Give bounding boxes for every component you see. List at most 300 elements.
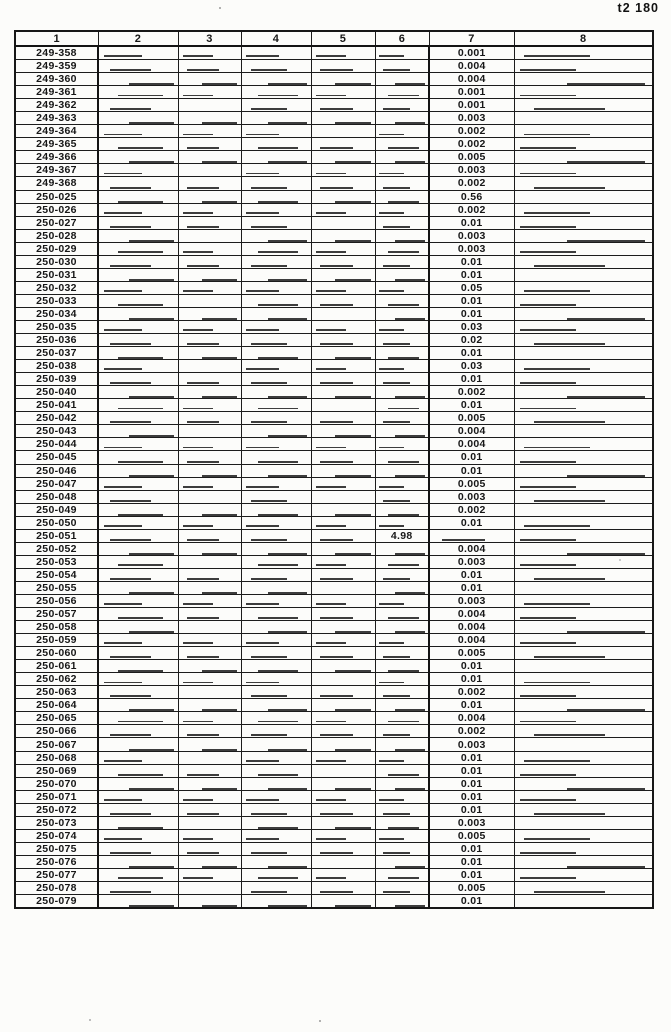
row-id-cell: 250-069 — [15, 764, 98, 777]
value-cell — [311, 895, 375, 909]
value-cell — [514, 138, 653, 151]
value-cell — [514, 777, 653, 790]
value-cell — [241, 294, 311, 307]
value-cell — [178, 294, 241, 307]
value-cell — [311, 281, 375, 294]
value-cell — [311, 216, 375, 229]
row-id-cell: 249-364 — [15, 125, 98, 138]
value-cell — [98, 60, 178, 73]
value-cell — [375, 307, 429, 320]
page-corner-label: t2 180 — [617, 1, 659, 15]
value-cell — [241, 334, 311, 347]
table-row — [15, 490, 653, 503]
value-cell — [98, 725, 178, 738]
value-cell: 0.003 — [429, 490, 514, 503]
value-cell — [311, 868, 375, 881]
value-cell — [311, 203, 375, 216]
value-cell: 0.001 — [429, 99, 514, 112]
value-cell — [375, 621, 429, 634]
value-cell: 0.005 — [429, 412, 514, 425]
value-cell — [241, 60, 311, 73]
value-cell — [178, 373, 241, 386]
value-cell: 0.01 — [429, 699, 514, 712]
value-cell — [514, 320, 653, 333]
value-cell — [98, 542, 178, 555]
row-id-cell: 250-028 — [15, 229, 98, 242]
value-cell — [375, 568, 429, 581]
value-cell: 0.01 — [429, 764, 514, 777]
value-cell: 0.005 — [429, 151, 514, 164]
value-cell — [178, 412, 241, 425]
row-id-cell: 250-034 — [15, 307, 98, 320]
value-cell — [241, 764, 311, 777]
value-cell — [178, 242, 241, 255]
value-cell — [98, 138, 178, 151]
table-row — [15, 516, 653, 529]
value-cell — [178, 725, 241, 738]
value-cell — [311, 177, 375, 190]
value-cell — [375, 242, 429, 255]
value-cell — [514, 464, 653, 477]
value-cell — [311, 725, 375, 738]
value-cell — [375, 882, 429, 895]
row-id-cell: 250-031 — [15, 268, 98, 281]
row-id-cell: 249-358 — [15, 46, 98, 60]
value-cell: 0.005 — [429, 829, 514, 842]
value-cell — [375, 255, 429, 268]
value-cell — [98, 242, 178, 255]
value-cell — [98, 451, 178, 464]
value-cell — [98, 738, 178, 751]
value-cell — [514, 555, 653, 568]
value-cell — [241, 855, 311, 868]
value-cell — [311, 347, 375, 360]
value-cell — [514, 216, 653, 229]
value-cell — [241, 777, 311, 790]
value-cell — [178, 112, 241, 125]
row-id-cell: 250-036 — [15, 334, 98, 347]
row-id-cell: 250-060 — [15, 647, 98, 660]
value-cell — [241, 621, 311, 634]
row-id-cell: 249-359 — [15, 60, 98, 73]
value-cell — [375, 477, 429, 490]
value-cell: 0.004 — [429, 438, 514, 451]
row-id-cell: 250-032 — [15, 281, 98, 294]
value-cell — [241, 177, 311, 190]
value-cell — [375, 581, 429, 594]
value-cell — [514, 60, 653, 73]
value-cell: 0.01 — [429, 268, 514, 281]
value-cell — [375, 99, 429, 112]
value-cell — [241, 529, 311, 542]
value-cell — [98, 777, 178, 790]
value-cell — [241, 581, 311, 594]
value-cell — [311, 751, 375, 764]
value-cell — [178, 686, 241, 699]
value-cell — [514, 86, 653, 99]
value-cell — [241, 112, 311, 125]
table-row — [15, 751, 653, 764]
value-cell — [178, 347, 241, 360]
row-id-cell: 250-067 — [15, 738, 98, 751]
value-cell — [98, 555, 178, 568]
value-cell — [514, 99, 653, 112]
row-id-cell: 250-026 — [15, 203, 98, 216]
value-cell — [311, 151, 375, 164]
row-id-cell: 250-038 — [15, 360, 98, 373]
value-cell — [375, 360, 429, 373]
table-row — [15, 594, 653, 607]
value-cell — [241, 503, 311, 516]
value-cell — [241, 751, 311, 764]
table-row — [15, 294, 653, 307]
value-cell — [375, 660, 429, 673]
value-cell — [311, 138, 375, 151]
row-id-cell: 250-076 — [15, 855, 98, 868]
value-cell — [514, 816, 653, 829]
value-cell — [311, 451, 375, 464]
table-row — [15, 281, 653, 294]
value-cell — [178, 621, 241, 634]
value-cell: 0.002 — [429, 725, 514, 738]
value-cell — [375, 594, 429, 607]
value-cell — [514, 686, 653, 699]
value-cell — [178, 634, 241, 647]
value-cell — [178, 177, 241, 190]
table-row — [15, 229, 653, 242]
value-cell — [429, 529, 514, 542]
value-cell — [311, 242, 375, 255]
value-cell — [311, 738, 375, 751]
value-cell — [375, 803, 429, 816]
value-cell — [241, 190, 311, 203]
value-cell — [98, 516, 178, 529]
table-row — [15, 125, 653, 138]
value-cell — [178, 60, 241, 73]
value-cell — [241, 516, 311, 529]
value-cell — [514, 581, 653, 594]
value-cell — [178, 164, 241, 177]
value-cell — [98, 712, 178, 725]
value-cell: 0.004 — [429, 621, 514, 634]
value-cell — [375, 334, 429, 347]
value-cell — [178, 334, 241, 347]
table-row — [15, 164, 653, 177]
table-row — [15, 203, 653, 216]
value-cell — [311, 803, 375, 816]
value-cell — [375, 229, 429, 242]
value-cell — [98, 660, 178, 673]
value-cell — [514, 855, 653, 868]
value-cell: 0.03 — [429, 360, 514, 373]
row-id-cell: 250-025 — [15, 190, 98, 203]
value-cell: 0.004 — [429, 73, 514, 86]
value-cell — [178, 425, 241, 438]
value-cell — [241, 242, 311, 255]
value-cell — [98, 386, 178, 399]
value-cell — [311, 686, 375, 699]
value-cell — [178, 99, 241, 112]
value-cell: 0.002 — [429, 386, 514, 399]
value-cell — [311, 660, 375, 673]
value-cell — [514, 594, 653, 607]
value-cell — [375, 634, 429, 647]
value-cell — [375, 738, 429, 751]
value-cell — [311, 360, 375, 373]
value-cell — [178, 151, 241, 164]
value-cell: 0.003 — [429, 738, 514, 751]
value-cell — [178, 895, 241, 909]
value-cell — [514, 412, 653, 425]
value-cell — [514, 503, 653, 516]
value-cell — [514, 112, 653, 125]
row-id-cell: 250-075 — [15, 842, 98, 855]
value-cell — [98, 438, 178, 451]
value-cell: 0.004 — [429, 634, 514, 647]
value-cell: 0.56 — [429, 190, 514, 203]
row-id-cell: 250-064 — [15, 699, 98, 712]
table-row — [15, 529, 653, 542]
value-cell: 0.01 — [429, 790, 514, 803]
value-cell — [241, 647, 311, 660]
table-row — [15, 882, 653, 895]
row-id-cell: 249-368 — [15, 177, 98, 190]
value-cell: 0.01 — [429, 777, 514, 790]
value-cell — [311, 634, 375, 647]
value-cell — [98, 255, 178, 268]
row-id-cell: 250-071 — [15, 790, 98, 803]
value-cell: 0.01 — [429, 803, 514, 816]
value-cell — [514, 438, 653, 451]
value-cell: 0.02 — [429, 334, 514, 347]
value-cell — [514, 399, 653, 412]
value-cell — [375, 751, 429, 764]
value-cell — [241, 738, 311, 751]
value-cell: 0.01 — [429, 373, 514, 386]
value-cell — [98, 112, 178, 125]
value-cell — [375, 673, 429, 686]
value-cell: 0.002 — [429, 686, 514, 699]
row-id-cell: 250-051 — [15, 529, 98, 542]
row-id-cell: 250-033 — [15, 294, 98, 307]
value-cell — [514, 790, 653, 803]
value-cell — [514, 803, 653, 816]
value-cell — [98, 334, 178, 347]
value-cell: 0.01 — [429, 868, 514, 881]
value-cell — [98, 634, 178, 647]
value-cell: 0.01 — [429, 673, 514, 686]
value-cell — [311, 60, 375, 73]
value-cell: 0.003 — [429, 164, 514, 177]
row-id-cell: 250-063 — [15, 686, 98, 699]
value-cell — [514, 751, 653, 764]
value-cell — [514, 373, 653, 386]
value-cell — [311, 334, 375, 347]
value-cell — [514, 360, 653, 373]
value-cell — [178, 360, 241, 373]
value-cell — [514, 699, 653, 712]
value-cell — [375, 373, 429, 386]
table-header — [15, 31, 653, 46]
value-cell — [178, 477, 241, 490]
row-id-cell: 250-070 — [15, 777, 98, 790]
value-cell — [241, 555, 311, 568]
value-cell — [514, 882, 653, 895]
value-cell — [178, 542, 241, 555]
row-id-cell: 250-054 — [15, 568, 98, 581]
value-cell — [98, 347, 178, 360]
value-cell — [514, 451, 653, 464]
value-cell — [375, 438, 429, 451]
row-id-cell: 249-361 — [15, 86, 98, 99]
row-id-cell: 250-061 — [15, 660, 98, 673]
value-cell — [178, 229, 241, 242]
row-id-cell: 250-074 — [15, 829, 98, 842]
value-cell — [178, 255, 241, 268]
value-cell: 0.002 — [429, 125, 514, 138]
value-cell — [311, 842, 375, 855]
value-cell — [98, 647, 178, 660]
row-id-cell: 250-039 — [15, 373, 98, 386]
value-cell — [178, 503, 241, 516]
value-cell — [98, 686, 178, 699]
value-cell — [241, 138, 311, 151]
value-cell — [514, 516, 653, 529]
data-table — [14, 30, 654, 909]
row-id-cell: 250-048 — [15, 490, 98, 503]
value-cell — [178, 190, 241, 203]
value-cell — [241, 320, 311, 333]
value-cell — [375, 451, 429, 464]
table-row — [15, 777, 653, 790]
value-cell — [514, 895, 653, 909]
table-row — [15, 581, 653, 594]
value-cell — [311, 829, 375, 842]
value-cell — [178, 516, 241, 529]
row-id-cell: 250-050 — [15, 516, 98, 529]
value-cell — [241, 542, 311, 555]
value-cell — [178, 386, 241, 399]
table-row — [15, 255, 653, 268]
table-row — [15, 386, 653, 399]
value-cell — [178, 803, 241, 816]
table-row — [15, 60, 653, 73]
value-cell: 0.01 — [429, 255, 514, 268]
value-cell — [241, 594, 311, 607]
value-cell — [241, 399, 311, 412]
row-id-cell: 250-062 — [15, 673, 98, 686]
value-cell — [241, 686, 311, 699]
value-cell — [375, 464, 429, 477]
value-cell — [375, 686, 429, 699]
row-id-cell: 250-043 — [15, 425, 98, 438]
value-cell — [375, 164, 429, 177]
value-cell — [514, 621, 653, 634]
table-row — [15, 542, 653, 555]
value-cell — [178, 608, 241, 621]
value-cell — [241, 307, 311, 320]
value-cell — [178, 568, 241, 581]
value-cell — [375, 895, 429, 909]
table-row — [15, 660, 653, 673]
value-cell — [375, 203, 429, 216]
value-cell — [514, 725, 653, 738]
table-row — [15, 568, 653, 581]
value-cell — [178, 882, 241, 895]
table-row — [15, 86, 653, 99]
table-row — [15, 151, 653, 164]
value-cell — [178, 555, 241, 568]
value-cell — [514, 177, 653, 190]
value-cell — [241, 634, 311, 647]
value-cell: 0.002 — [429, 503, 514, 516]
row-id-cell: 249-366 — [15, 151, 98, 164]
value-cell — [375, 816, 429, 829]
value-cell — [241, 373, 311, 386]
value-cell — [178, 816, 241, 829]
table-row — [15, 451, 653, 464]
value-cell — [514, 529, 653, 542]
column-header-4: 4 — [241, 31, 311, 46]
value-cell — [514, 568, 653, 581]
value-cell — [514, 868, 653, 881]
value-cell — [514, 125, 653, 138]
value-cell — [98, 203, 178, 216]
value-cell — [311, 855, 375, 868]
value-cell — [241, 790, 311, 803]
value-cell — [311, 699, 375, 712]
row-id-cell: 250-059 — [15, 634, 98, 647]
value-cell — [514, 46, 653, 60]
value-cell — [311, 503, 375, 516]
table-row — [15, 112, 653, 125]
value-cell — [178, 86, 241, 99]
value-cell — [375, 764, 429, 777]
value-cell — [375, 503, 429, 516]
value-cell: 0.003 — [429, 112, 514, 125]
value-cell — [178, 529, 241, 542]
value-cell — [98, 621, 178, 634]
row-id-cell: 250-078 — [15, 882, 98, 895]
value-cell — [98, 699, 178, 712]
value-cell — [178, 399, 241, 412]
value-cell — [98, 229, 178, 242]
value-cell: 0.03 — [429, 320, 514, 333]
row-id-cell: 250-066 — [15, 725, 98, 738]
value-cell — [311, 477, 375, 490]
value-cell — [311, 542, 375, 555]
value-cell — [375, 46, 429, 60]
value-cell: 0.005 — [429, 477, 514, 490]
value-cell — [375, 177, 429, 190]
value-cell — [241, 895, 311, 909]
table-row — [15, 503, 653, 516]
value-cell — [98, 490, 178, 503]
value-cell: 0.004 — [429, 425, 514, 438]
value-cell — [311, 882, 375, 895]
value-cell — [375, 855, 429, 868]
value-cell — [311, 112, 375, 125]
value-cell: 0.01 — [429, 399, 514, 412]
value-cell — [375, 842, 429, 855]
table-row — [15, 73, 653, 86]
value-cell — [241, 151, 311, 164]
row-id-cell: 250-040 — [15, 386, 98, 399]
row-id-cell: 250-065 — [15, 712, 98, 725]
value-cell — [241, 425, 311, 438]
value-cell: 0.003 — [429, 594, 514, 607]
value-cell — [178, 138, 241, 151]
